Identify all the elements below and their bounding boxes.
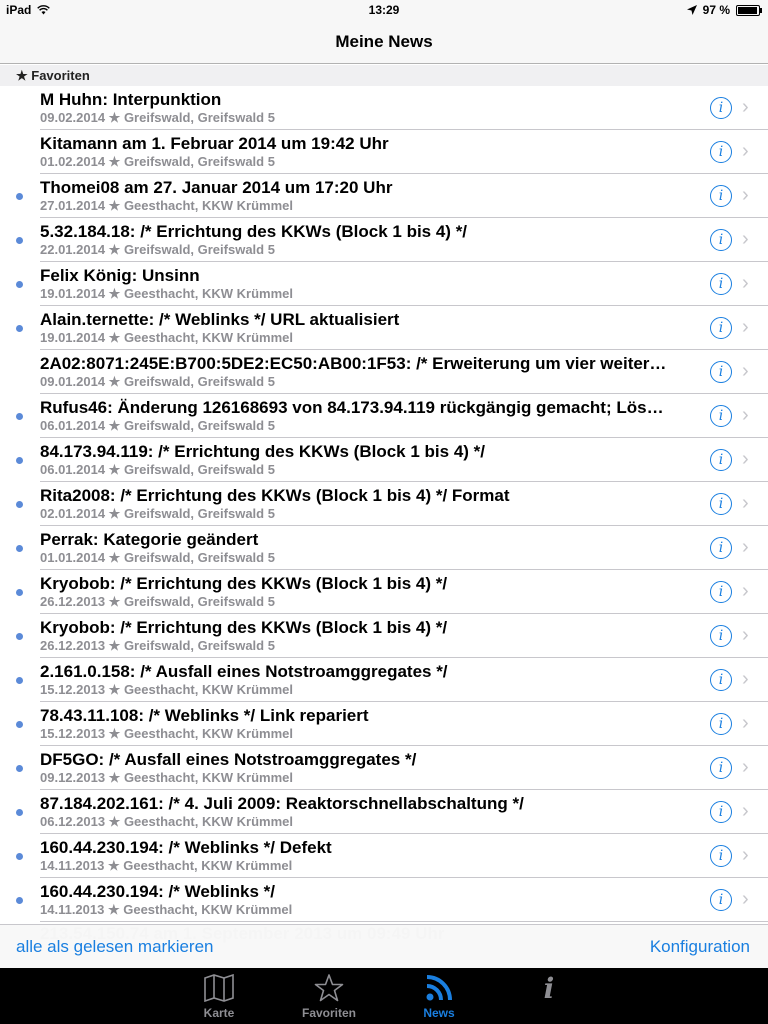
- info-button-icon[interactable]: i: [710, 669, 732, 691]
- chevron-right-icon: ›: [742, 580, 749, 602]
- info-button-icon[interactable]: i: [710, 317, 732, 339]
- chevron-right-icon: ›: [742, 712, 749, 734]
- news-row-subtitle: 19.01.2014 ★ Geesthacht, KKW Krümmel: [40, 286, 293, 301]
- chevron-right-icon: ›: [742, 184, 749, 206]
- unread-dot-icon: [16, 589, 23, 596]
- device-label: iPad: [6, 3, 32, 17]
- info-button-icon[interactable]: i: [710, 449, 732, 471]
- battery-percent: 97 %: [702, 3, 730, 17]
- chevron-right-icon: ›: [742, 448, 749, 470]
- info-button-icon[interactable]: i: [710, 493, 732, 515]
- unread-dot-icon: [16, 545, 23, 552]
- tab-karte[interactable]: [174, 968, 264, 1024]
- tab-label: Favoriten: [301, 1006, 356, 1020]
- info-button-icon[interactable]: i: [710, 801, 732, 823]
- configuration-button[interactable]: Konfiguration: [649, 937, 750, 956]
- tab-info[interactable]: [504, 968, 594, 1024]
- news-row-title: DF5GO: /* Ausfall eines Notstroamggregates */: [40, 750, 417, 769]
- news-row-title: 5.32.184.18: /* Errichtung des KKWs (Block 1 bis 4) */: [40, 222, 468, 241]
- news-row[interactable]: [0, 526, 768, 570]
- unread-dot-icon: [16, 897, 23, 904]
- news-row[interactable]: [0, 702, 768, 746]
- tab-favoriten[interactable]: [284, 968, 374, 1024]
- navigation-bar: [0, 20, 768, 64]
- tab-bar: [0, 968, 768, 1024]
- info-button-icon[interactable]: i: [710, 581, 732, 603]
- news-row-subtitle: 06.12.2013 ★ Geesthacht, KKW Krümmel: [40, 814, 293, 829]
- chevron-right-icon: ›: [742, 668, 749, 690]
- news-row[interactable]: [0, 790, 768, 834]
- info-button-icon[interactable]: i: [710, 97, 732, 119]
- news-row[interactable]: [0, 570, 768, 614]
- info-button-icon[interactable]: i: [710, 405, 732, 427]
- news-row-subtitle: 06.01.2014 ★ Greifswald, Greifswald 5: [40, 462, 275, 477]
- status-time: 13:29: [368, 3, 400, 17]
- news-row-title: M Huhn: Interpunktion: [40, 90, 222, 109]
- unread-dot-icon: [16, 633, 23, 640]
- news-row-subtitle: 06.01.2014 ★ Greifswald, Greifswald 5: [40, 418, 275, 433]
- info-icon: i: [543, 971, 555, 1005]
- chevron-right-icon: ›: [742, 888, 749, 910]
- news-row[interactable]: [0, 746, 768, 790]
- page-title: Meine News: [335, 32, 433, 51]
- battery-icon: [736, 5, 760, 16]
- chevron-right-icon: ›: [742, 800, 749, 822]
- news-row[interactable]: [0, 86, 768, 130]
- unread-dot-icon: [16, 193, 23, 200]
- news-row-title: Thomei08 am 27. Januar 2014 um 17:20 Uhr: [40, 178, 393, 197]
- info-button-icon[interactable]: i: [710, 185, 732, 207]
- news-row-title: 160.44.230.194: /* Weblinks */: [40, 882, 275, 901]
- unread-dot-icon: [16, 765, 23, 772]
- news-row[interactable]: [0, 482, 768, 526]
- location-arrow-icon: [687, 5, 697, 15]
- unread-dot-icon: [16, 721, 23, 728]
- news-row-subtitle: 14.11.2013 ★ Geesthacht, KKW Krümmel: [40, 858, 293, 873]
- news-row-subtitle: 26.12.2013 ★ Greifswald, Greifswald 5: [40, 594, 275, 609]
- news-row[interactable]: [0, 130, 768, 174]
- news-row-subtitle: 15.12.2013 ★ Geesthacht, KKW Krümmel: [40, 682, 293, 697]
- news-row-title: 78.43.11.108: /* Weblinks */ Link repariert: [40, 706, 369, 725]
- unread-dot-icon: [16, 237, 23, 244]
- news-row-title: Alain.ternette: /* Weblinks */ URL aktualisiert: [40, 310, 400, 329]
- news-row-title: Kryobob: /* Errichtung des KKWs (Block 1 bis 4) */: [40, 574, 448, 593]
- unread-dot-icon: [16, 853, 23, 860]
- news-row-subtitle: 14.11.2013 ★ Geesthacht, KKW Krümmel: [40, 902, 293, 917]
- chevron-right-icon: ›: [742, 624, 749, 646]
- unread-dot-icon: [16, 457, 23, 464]
- chevron-right-icon: ›: [742, 272, 749, 294]
- news-row-title: 84.173.94.119: /* Errichtung des KKWs (Block 1 bis 4) */: [40, 442, 486, 461]
- news-row[interactable]: [0, 438, 768, 482]
- news-row-subtitle: 26.12.2013 ★ Greifswald, Greifswald 5: [40, 638, 275, 653]
- chevron-right-icon: ›: [742, 492, 749, 514]
- info-button-icon[interactable]: i: [710, 757, 732, 779]
- chevron-right-icon: ›: [742, 404, 749, 426]
- news-row-subtitle: 09.12.2013 ★ Geesthacht, KKW Krümmel: [40, 770, 293, 785]
- info-button-icon[interactable]: i: [710, 361, 732, 383]
- news-row-subtitle: 22.01.2014 ★ Greifswald, Greifswald 5: [40, 242, 275, 257]
- map-icon: [203, 974, 235, 1002]
- news-row-title: Perrak: Kategorie geändert: [40, 530, 259, 549]
- section-header-favoriten: ★ Favoriten: [0, 65, 768, 86]
- mark-all-read-button[interactable]: alle als gelesen markieren: [16, 937, 214, 956]
- news-row[interactable]: [0, 658, 768, 702]
- news-row-subtitle: 01.01.2014 ★ Greifswald, Greifswald 5: [40, 550, 275, 565]
- chevron-right-icon: ›: [742, 756, 749, 778]
- info-button-icon[interactable]: i: [710, 141, 732, 163]
- tab-label: News: [423, 1006, 455, 1020]
- news-row-title: 2.161.0.158: /* Ausfall eines Notstroamggregates */: [40, 662, 448, 681]
- info-button-icon[interactable]: i: [710, 845, 732, 867]
- news-row-subtitle: 27.01.2014 ★ Geesthacht, KKW Krümmel: [40, 198, 293, 213]
- news-row-title: Kitamann am 1. Februar 2014 um 19:42 Uhr: [40, 134, 389, 153]
- news-row[interactable]: [0, 350, 768, 394]
- news-row-title: 2A02:8071:245E:B700:5DE2:EC50:AB00:1F53: /* Erweiterung um vier weiter…: [40, 354, 667, 373]
- chevron-right-icon: ›: [742, 360, 749, 382]
- chevron-right-icon: ›: [742, 536, 749, 558]
- chevron-right-icon: ›: [742, 96, 749, 118]
- news-row[interactable]: [0, 878, 768, 922]
- tab-label: Karte: [203, 1006, 235, 1020]
- chevron-right-icon: ›: [742, 316, 749, 338]
- news-row-subtitle: 19.01.2014 ★ Geesthacht, KKW Krümmel: [40, 330, 293, 345]
- info-button-icon[interactable]: i: [710, 537, 732, 559]
- news-list[interactable]: [0, 86, 768, 924]
- unread-dot-icon: [16, 281, 23, 288]
- news-row[interactable]: [0, 262, 768, 306]
- info-button-icon[interactable]: i: [710, 713, 732, 735]
- unread-dot-icon: [16, 809, 23, 816]
- news-row[interactable]: [0, 218, 768, 262]
- news-row-title: Kryobob: /* Errichtung des KKWs (Block 1 bis 4) */: [40, 618, 448, 637]
- star-icon: [314, 974, 344, 1002]
- news-row-title: Rita2008: /* Errichtung des KKWs (Block 1 bis 4) */ Format: [40, 486, 510, 505]
- status-bar: [0, 0, 768, 20]
- unread-dot-icon: [16, 501, 23, 508]
- unread-dot-icon: [16, 325, 23, 332]
- battery-fill: [738, 7, 757, 14]
- info-button-icon[interactable]: i: [710, 889, 732, 911]
- news-row-title: Rufus46: Änderung 126168693 von 84.173.94.119 rückgängig gemacht; Lös…: [40, 398, 664, 417]
- news-row-subtitle: 09.02.2014 ★ Greifswald, Greifswald 5: [40, 110, 275, 125]
- tab-news[interactable]: [394, 968, 484, 1024]
- unread-dot-icon: [16, 677, 23, 684]
- unread-dot-icon: [16, 413, 23, 420]
- chevron-right-icon: ›: [742, 140, 749, 162]
- news-row[interactable]: [0, 306, 768, 350]
- news-row[interactable]: [0, 834, 768, 878]
- news-row-subtitle: 02.01.2014 ★ Greifswald, Greifswald 5: [40, 506, 275, 521]
- bottom-toolbar: [0, 924, 768, 968]
- news-row[interactable]: [0, 614, 768, 658]
- news-row-subtitle: 15.12.2013 ★ Geesthacht, KKW Krümmel: [40, 726, 293, 741]
- news-row-title: 160.44.230.194: /* Weblinks */ Defekt: [40, 838, 332, 857]
- info-button-icon[interactable]: i: [710, 625, 732, 647]
- rss-icon: [425, 974, 453, 1002]
- news-row[interactable]: [0, 174, 768, 218]
- news-row-title: 87.184.202.161: /* 4. Juli 2009: Reaktorschnellabschaltung */: [40, 794, 524, 813]
- news-row-subtitle: 01.02.2014 ★ Greifswald, Greifswald 5: [40, 154, 275, 169]
- chevron-right-icon: ›: [742, 228, 749, 250]
- news-row-title: Felix König: Unsinn: [40, 266, 200, 285]
- news-row[interactable]: [0, 394, 768, 438]
- chevron-right-icon: ›: [742, 844, 749, 866]
- info-button-icon[interactable]: i: [710, 273, 732, 295]
- info-button-icon[interactable]: i: [710, 229, 732, 251]
- news-row-subtitle: 09.01.2014 ★ Greifswald, Greifswald 5: [40, 374, 275, 389]
